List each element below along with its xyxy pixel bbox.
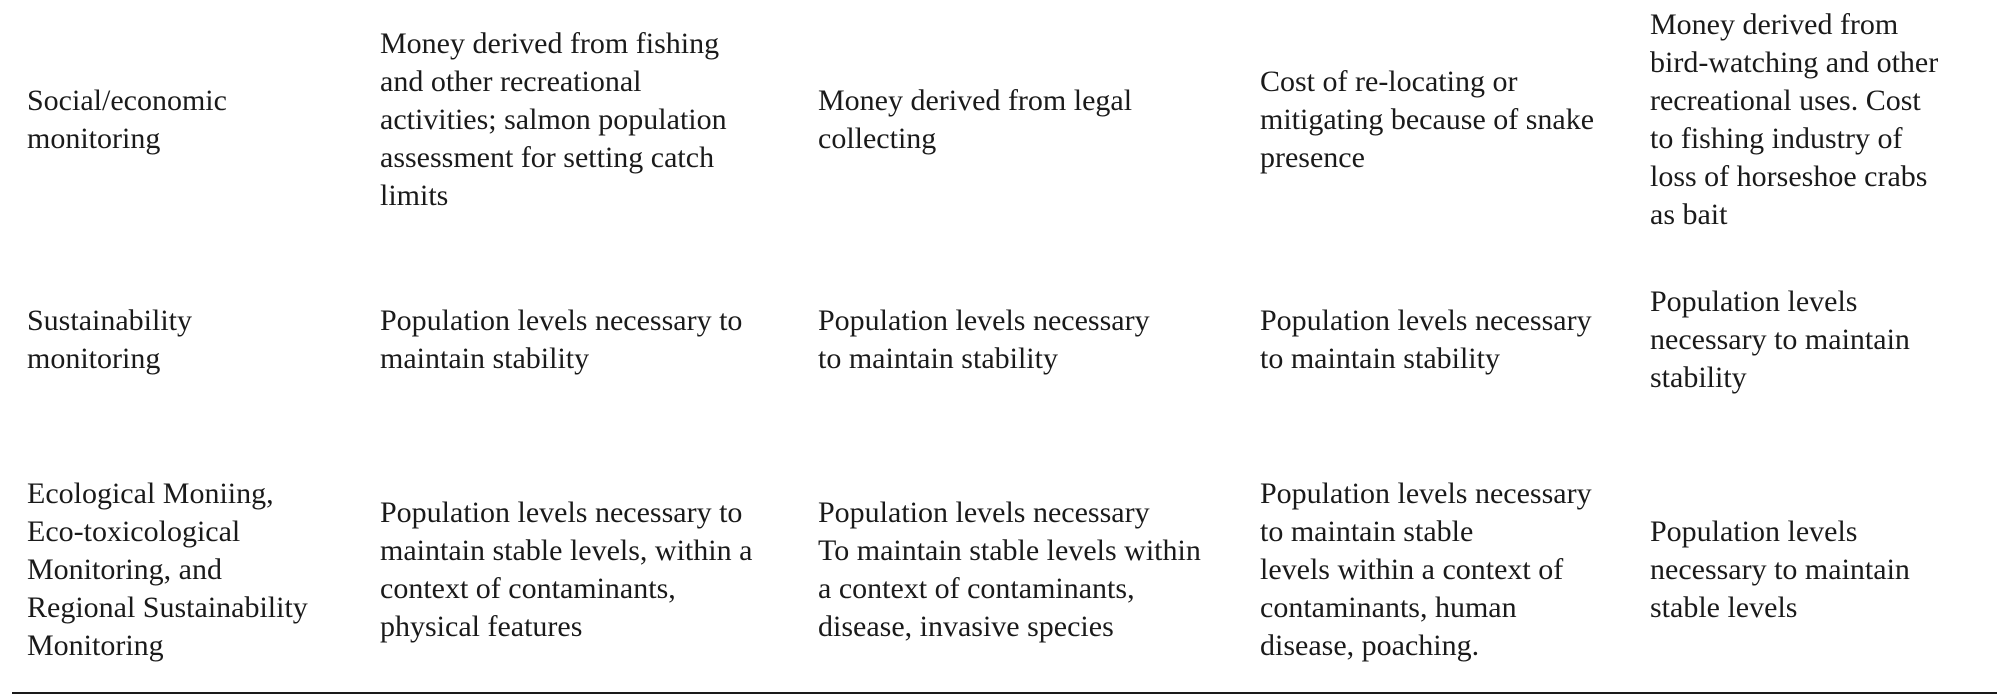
table-cell: Population levels necessary to maintain stable levels (1650, 515, 1910, 624)
table-bottom-rule (12, 692, 1997, 694)
table-cell: Population levels necessary to maintain stability (1260, 304, 1592, 375)
row-label: Sustainability monitoring (27, 304, 192, 375)
table-cell: Money derived from fishing and other recreational activities; salmon population assessment for setting catch limits (380, 27, 727, 212)
table-row (0, 0, 2002, 240)
row-label: Social/economic monitoring (27, 84, 227, 155)
table-cell: Population levels necessary to maintain stability (1650, 285, 1910, 394)
table-cell: Population levels necessary to maintain stability (818, 304, 1150, 375)
table-cell: Population levels necessary To maintain stable levels within a context of contaminants, disease, invasive species (818, 496, 1201, 643)
table-row (0, 470, 2002, 670)
table-cell: Population levels necessary to maintain stable levels within a context of contaminants, human disease, poaching. (1260, 477, 1592, 662)
table-cell: Population levels necessary to maintain stable levels, within a context of contaminants, physical features (380, 496, 753, 643)
table-cell: Cost of re-locating or mitigating because of snake presence (1260, 65, 1595, 174)
table-cell: Money derived from legal collecting (818, 84, 1133, 155)
row-label: Ecological Moniing, Eco-toxicological Monitoring, and Regional Sustainability Monitoring (27, 477, 308, 662)
table-row (0, 285, 2002, 394)
table-cell: Population levels necessary to maintain stability (380, 304, 743, 375)
table-cell: Money derived from bird-watching and other recreational uses. Cost to fishing industry of loss of horseshoe crabs as bait (1650, 8, 1939, 231)
